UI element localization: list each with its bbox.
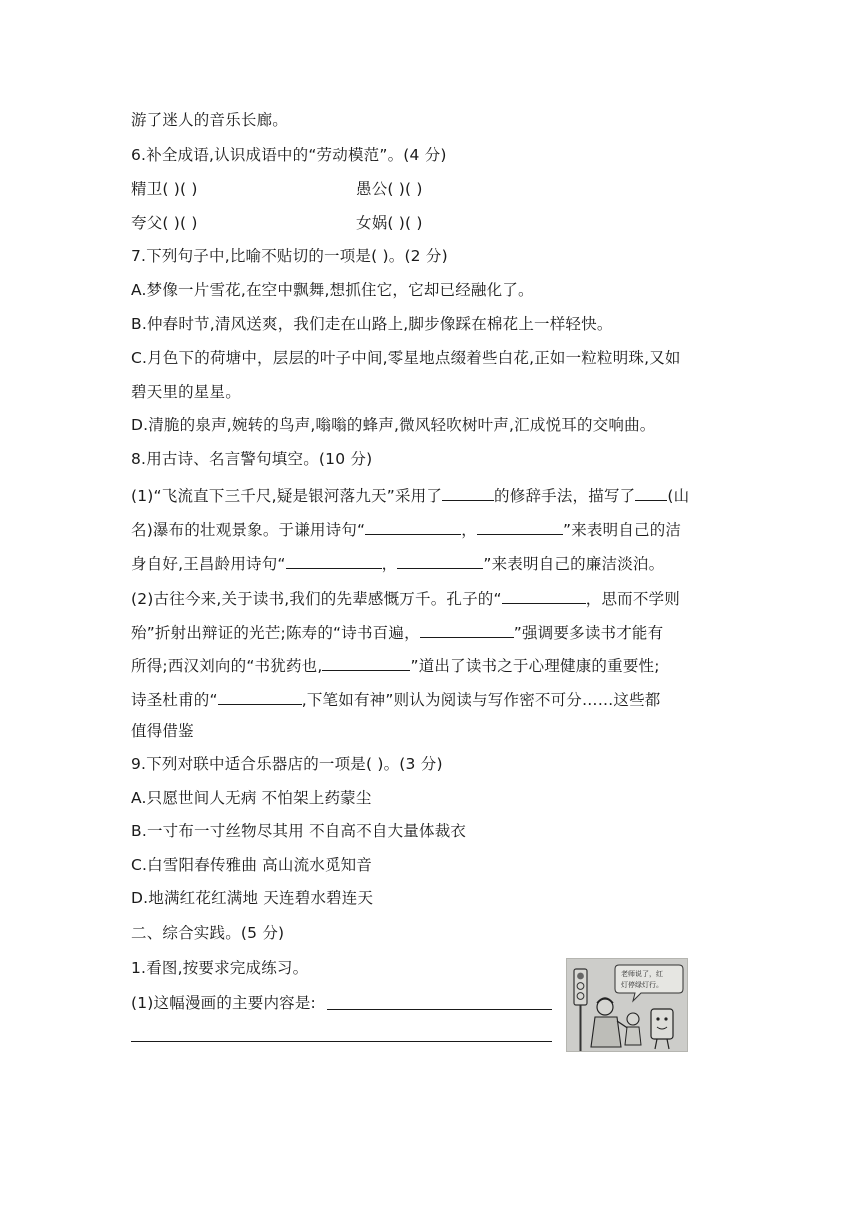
fill-line — [131, 484, 689, 506]
option-b: B.仲春时节,清风送爽，我们走在山路上,脚步像踩在棉花上一样轻快。 — [131, 315, 613, 333]
fill-line — [131, 688, 661, 710]
answer-blank[interactable] — [397, 552, 483, 569]
question-7-title: 7.下列句子中,比喻不贴切的一项是( )。(2 分) — [131, 247, 448, 265]
idiom-item: 女娲( )( ) — [356, 214, 423, 232]
fill-text: ，思而不学则 — [585, 590, 680, 608]
idiom-item: 夸父( )( ) — [131, 214, 198, 232]
text-line: 值得借鉴 — [131, 722, 194, 740]
fill-line — [131, 518, 681, 540]
option-c: C.白雪阳春传雅曲 高山流水觅知音 — [131, 856, 373, 874]
fill-text: 殆”折射出辩证的光芒;陈寿的“诗书百遍， — [131, 624, 420, 642]
practice-question-1-1: (1)这幅漫画的主要内容是: — [131, 994, 316, 1012]
answer-blank[interactable] — [365, 518, 461, 535]
fill-text: 的修辞手法，描写了 — [494, 487, 636, 505]
fill-text: ,下笔如有神”则认为阅读与写作密不可分……这些都 — [301, 691, 661, 709]
answer-blank[interactable] — [322, 654, 410, 671]
option-c-continued: 碧天里的星星。 — [131, 383, 241, 401]
fill-text: ， — [461, 521, 477, 539]
answer-blank[interactable] — [420, 621, 514, 638]
question-6-title: 6.补全成语,认识成语中的“劳动模范”。(4 分) — [131, 146, 447, 164]
answer-blank[interactable] — [442, 484, 494, 501]
question-9-title: 9.下列对联中适合乐器店的一项是( )。(3 分) — [131, 755, 443, 773]
fill-text: 名)瀑布的壮观景象。于谦用诗句“ — [131, 521, 366, 539]
option-a: A.梦像一片雪花,在空中飘舞,想抓住它，它却已经融化了。 — [131, 281, 534, 299]
fill-text: ”道出了读书之于心理健康的重要性; — [410, 657, 660, 675]
answer-blank[interactable] — [502, 587, 586, 604]
cartoon-image — [566, 958, 688, 1052]
option-a: A.只愿世间人无病 不怕架上药蒙尘 — [131, 789, 372, 807]
answer-blank[interactable] — [635, 484, 667, 501]
question-8-title: 8.用古诗、名言警句填空。(10 分) — [131, 450, 373, 468]
fill-text: 所得;西汉刘向的“书犹药也, — [131, 657, 323, 675]
fill-text: 诗圣杜甫的“ — [131, 691, 218, 709]
svg-text:灯停绿灯行。: 灯停绿灯行。 — [621, 981, 663, 989]
practice-question-1: 1.看图,按要求完成练习。 — [131, 959, 309, 977]
cartoon-drawing — [567, 959, 687, 1051]
fill-line — [131, 621, 663, 643]
option-b: B.一寸布一寸丝物尽其用 不自高不自大量体裁衣 — [131, 822, 467, 840]
option-d: D.清脆的泉声,婉转的鸟声,嗡嗡的蜂声,微风轻吹树叶声,汇成悦耳的交响曲。 — [131, 416, 656, 434]
fill-text: ”来表明自己的廉洁淡泊。 — [483, 555, 665, 573]
idiom-item: 精卫( )( ) — [131, 180, 198, 198]
fill-text: (2)古往今来,关于读书,我们的先辈感慨万千。孔子的“ — [131, 590, 502, 608]
answer-blank[interactable] — [286, 552, 382, 569]
svg-text:老师说了，红: 老师说了，红 — [621, 970, 663, 978]
fill-text: ”来表明自己的洁 — [562, 521, 682, 539]
fill-line — [131, 552, 664, 574]
answer-blank[interactable] — [477, 518, 563, 535]
fill-line — [131, 587, 680, 609]
option-d: D.地满红花红满地 天连碧水碧连天 — [131, 889, 374, 907]
option-c: C.月色下的荷塘中，层层的叶子中间,零星地点缀着些白花,正如一粒粒明珠,又如 — [131, 349, 681, 367]
fill-text: (山 — [667, 487, 690, 505]
fill-text: (1)“飞流直下三千尺,疑是银河落九天”采用了 — [131, 487, 443, 505]
fill-text: 身自好,王昌龄用诗句“ — [131, 555, 286, 573]
answer-blank[interactable] — [218, 688, 302, 705]
idiom-item: 愚公( )( ) — [356, 180, 423, 198]
answer-line[interactable] — [131, 1041, 552, 1042]
answer-line[interactable] — [327, 1009, 552, 1010]
fill-text: ”强调要多读书才能有 — [513, 624, 664, 642]
section-2-title: 二、综合实践。(5 分) — [131, 924, 285, 942]
fill-line — [131, 654, 660, 676]
text-line: 游了迷人的音乐长廊。 — [131, 111, 289, 129]
fill-text: ， — [381, 555, 398, 573]
